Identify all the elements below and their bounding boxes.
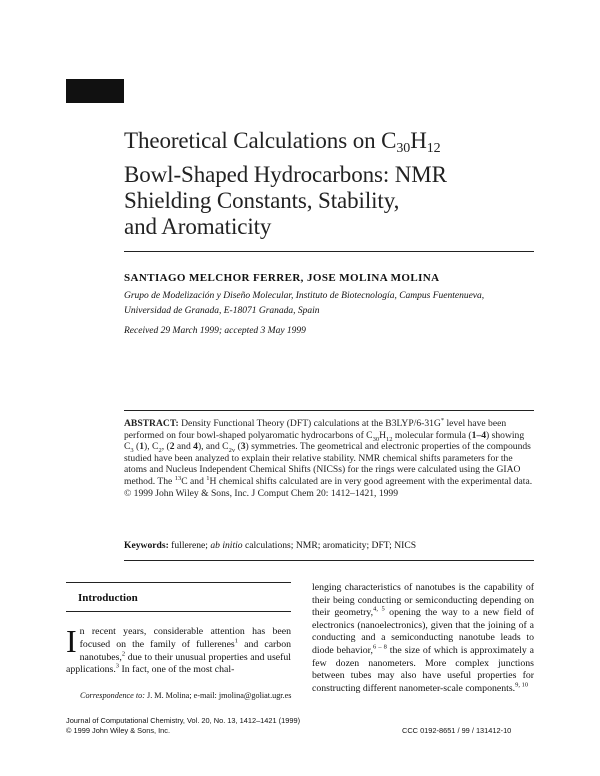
abstract-top-rule	[124, 410, 534, 411]
affiliation: Grupo de Modelización y Diseño Molecular, Instituto de Biotecnología, Campus Fuentenueva, Universidad de Granada, E-18071 Granada, Spain	[124, 291, 485, 316]
keywords: Keywords: fullerene; ab initio calculations; NMR; aromaticity; DFT; NICS	[124, 540, 417, 551]
header-black-tab	[66, 79, 124, 103]
intro-top-rule	[66, 582, 291, 583]
abstract-bottom-rule	[124, 560, 534, 561]
intro-bottom-rule	[66, 611, 291, 612]
keywords-label: Keywords:	[124, 540, 169, 551]
ccc-code: CCC 0192-8651 / 99 / 131412-10	[402, 726, 512, 735]
paper-title: Theoretical Calculations on $C_{30}H_{12}$ Bowl-Shaped Hydrocarbons: NMR Shielding Constants, Stability, and Aromaticity	[124, 128, 447, 239]
received-dates: Received 29 March 1999; accepted 3 May 1999	[124, 326, 306, 336]
drop-cap: I	[66, 623, 77, 659]
section-heading-introduction: Introduction	[78, 592, 138, 604]
right-column-text: lenging characteristics of nanotubes is the capability of their being conducting or semiconducting depending on their geometry,$^{4, 5}$ opening the way to a new field of electronics (nanoelectronics), given that the joining of a conducting and a semiconducting nanotube leads to diode behavior,$^{6 - 8}$ the size of which is approximately a few dozen nanometers. More complex junctions between tubes may also have useful properties for constructing different nanometer-scale components.$^{9, 10}$	[312, 582, 535, 694]
introduction-paragraph: In recent years, considerable attention has been focused on the family of fullerenes$^1$ and carbon nanotubes,$^2$ due to their unusual properties and useful applications.$^3$ In fact, one of the most chal-	[66, 623, 291, 676]
abstract: ABSTRACT: Density Functional Theory (DFT) calculations at the B3LYP/6-31G* level have been performed on four bowl-shaped polyaromatic hydrocarbons of $C_{30}H_{12}$ molecular formula (1–4) showing $C_3$ (1), $C_2$, (2 and 4), and $C_{2v}$ (3) symmetries. The geometrical and electronic properties of the compounds studied have been analyzed to explain their relative stability. NMR chemical shifts parameters for the atoms and Nucleus Independent Chemical Shifts (NICSs) for the rings were calculated using the GIAO method. The $^{13}$C and $^1$H chemical shifts calculated are in very good agreement with the experimental data. © 1999 John Wiley & Sons, Inc. J Comput Chem 20: 1412–1421, 1999	[124, 416, 533, 499]
authors: SANTIAGO MELCHOR FERRER, JOSE MOLINA MOLINA	[124, 272, 440, 284]
abstract-label: ABSTRACT:	[124, 418, 179, 429]
title-rule	[124, 251, 534, 252]
journal-citation: Journal of Computational Chemistry, Vol. 20, No. 13, 1412–1421 (1999) © 1999 John Wiley & Sons, Inc.	[66, 716, 301, 735]
correspondence-footnote: Correspondence to: J. M. Molina; e-mail: jmolina@goliat.ugr.es	[80, 691, 292, 700]
